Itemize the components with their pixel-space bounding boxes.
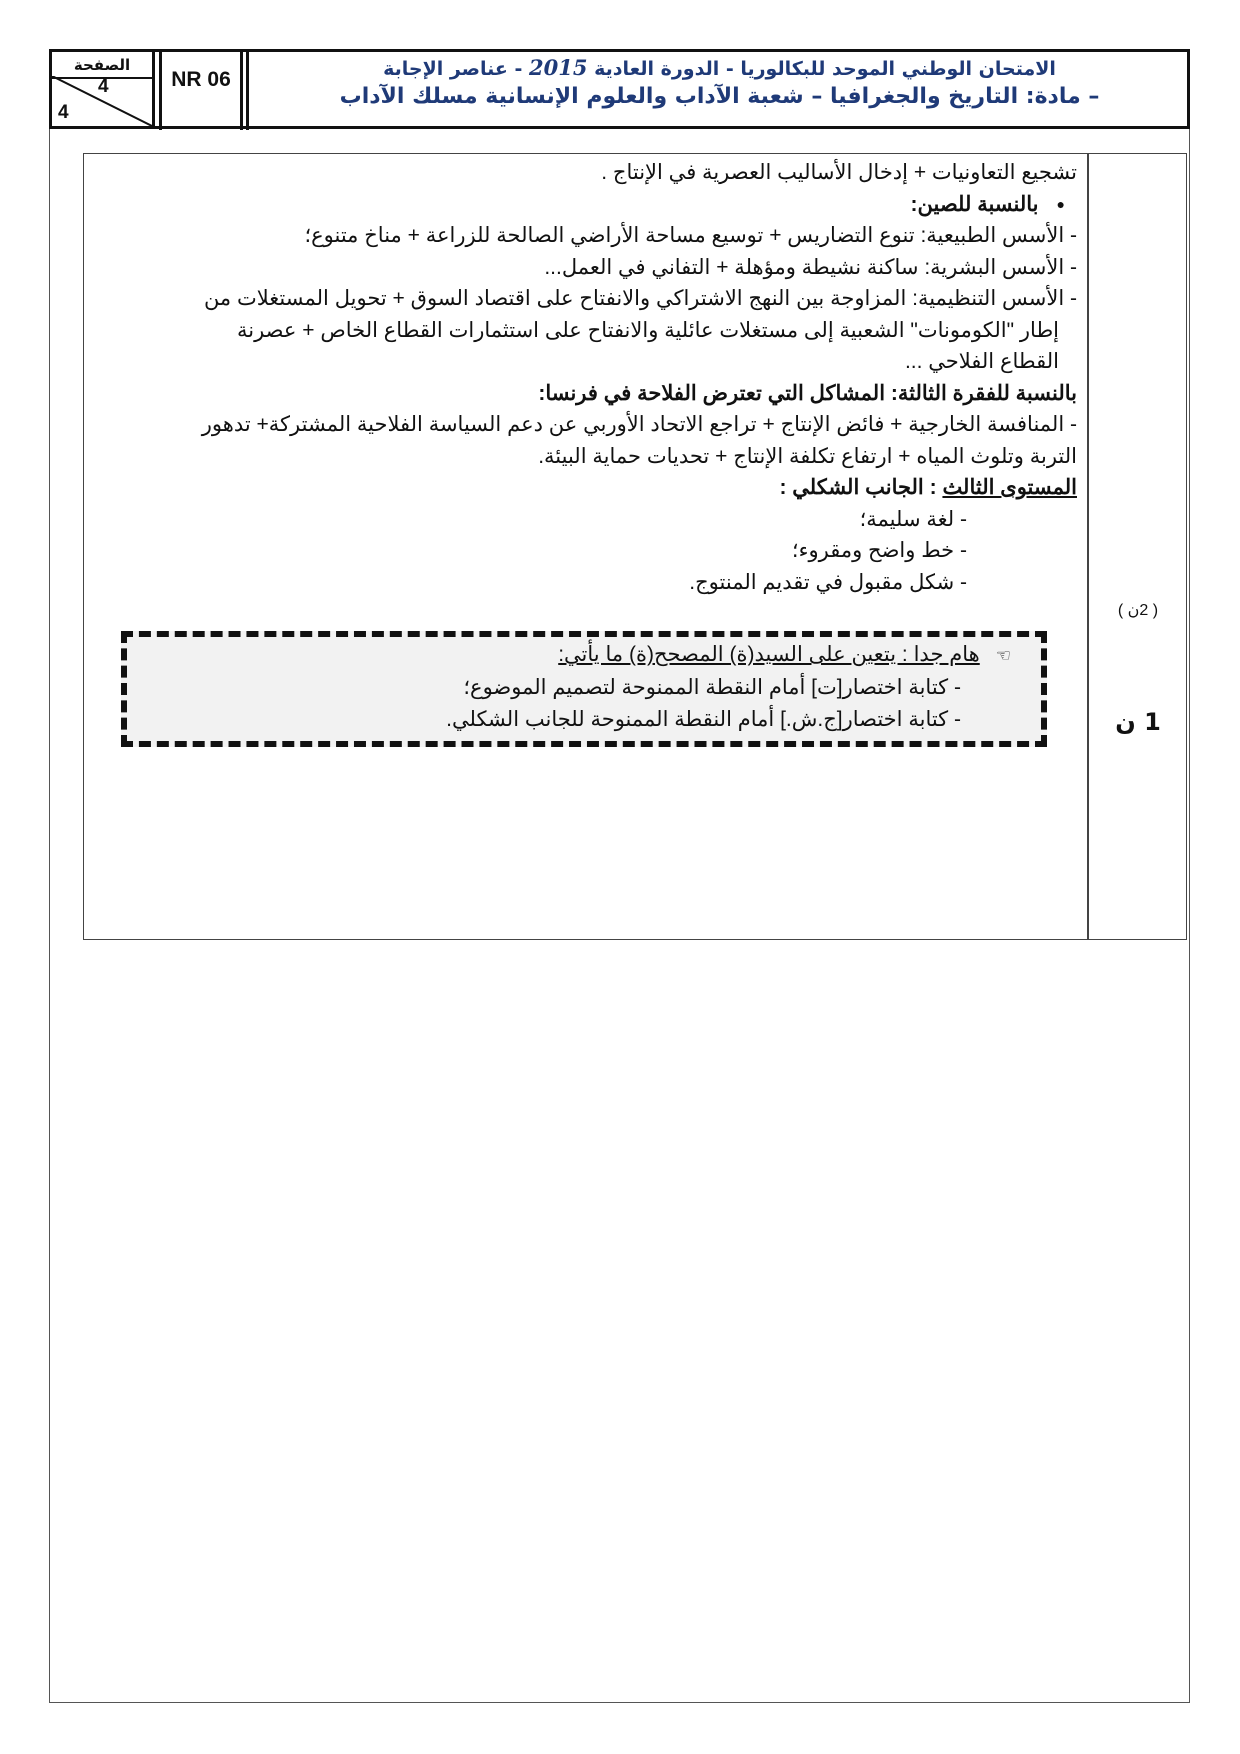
exam-year: 2015 <box>529 55 588 80</box>
page-label: الصفحة <box>52 55 152 79</box>
china-organizational-3: القطاع الفلاحي ... <box>904 350 1059 373</box>
china-natural: - الأسس الطبيعية: تنوع التضاريس + توسيع مساحة الأراضي الصالحة للزراعة + مناخ متنوع؛ <box>304 224 1077 247</box>
france-problems-2: التربة وتلوث المياه + ارتفاع تكلفة الإنتاج + تحديات حماية البيئة. <box>538 444 1077 468</box>
france-heading: بالنسبة للفقرة الثالثة: المشاكل التي تعترض الفلاحة في فرنسا: <box>538 381 1077 405</box>
answer-content <box>92 157 1077 598</box>
score-form: ( 2ن ) <box>1117 602 1159 619</box>
note-title: ☜هام جدا : يتعين على السيد(ة) المصحح(ة) ما يأتي: <box>558 643 1011 666</box>
page-number-box <box>49 49 155 129</box>
form-language: - لغة سليمة؛ <box>859 507 967 531</box>
score-note: 1 ن <box>1115 708 1161 736</box>
score-column-divider <box>1087 153 1089 940</box>
line-cooperatives: تشجيع التعاونيات + إدخال الأساليب العصرية في الإنتاج . <box>601 161 1077 184</box>
france-problems-1: - المنافسة الخارجية + فائض الإنتاج + تراجع الاتحاد الأوربي عن دعم السياسة الفلاحية المشتركة+ تدهور <box>201 413 1077 436</box>
china-organizational-1: - الأسس التنظيمية: المزاوجة بين النهج الاشتراكي والانفتاح على اقتصاد السوق + تحويل المستغلات من <box>203 287 1077 310</box>
note-item-2: - كتابة اختصار[ج.ش.] أمام النقطة الممنوحة للجانب الشكلي. <box>446 708 961 731</box>
header-line-1: الامتحان الوطني الموحد للبكالوريا - الدورة العادية 2015 - عناصر الإجابة <box>383 55 1056 80</box>
page-current: 4 <box>98 76 109 97</box>
form-presentation: - شكل مقبول في تقديم المنتوج. <box>689 570 967 594</box>
form-handwriting: - خط واضح ومقروء؛ <box>791 539 967 562</box>
header-title <box>246 50 1190 130</box>
level-three-heading: المستوى الثالث : الجانب الشكلي : <box>779 476 1077 499</box>
page-total: 4 <box>58 102 69 123</box>
china-organizational-2: إطار "الكومونات" الشعبية إلى مستغلات عائلية والانفتاح على استثمارات القطاع الخاص + عصرنة <box>236 318 1059 342</box>
important-note-box <box>121 631 1047 747</box>
china-heading: ● بالنسبة للصين: <box>92 189 1077 221</box>
china-human: - الأسس البشرية: ساكنة نشيطة ومؤهلة + التفاني في العمل... <box>544 255 1077 279</box>
header-line-2: – مادة: التاريخ والجغرافيا – شعبة الآداب والعلوم الإنسانية مسلك الآداب <box>339 84 1100 109</box>
pointing-hand-icon: ☜ <box>995 646 1011 665</box>
note-item-1: - كتابة اختصار[ت] أمام النقطة الممنوحة لتصميم الموضوع؛ <box>463 676 961 699</box>
exam-code: NR 06 <box>159 50 243 130</box>
